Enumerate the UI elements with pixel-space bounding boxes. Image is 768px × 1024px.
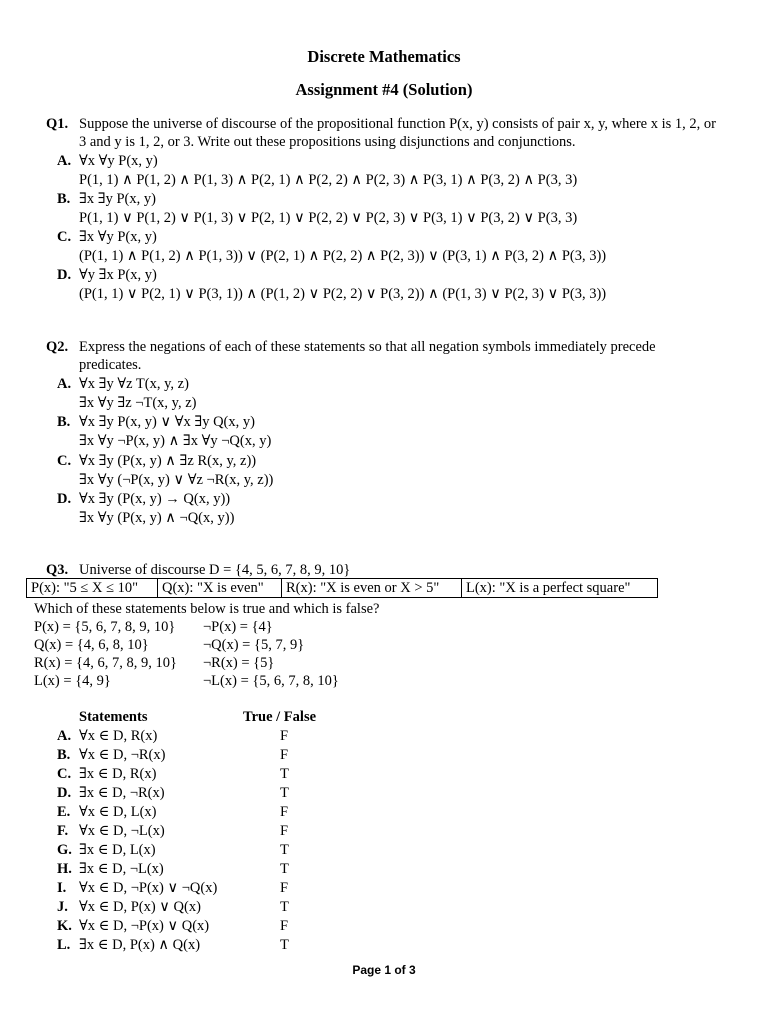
option-answer: (P(1, 1) ∨ P(2, 1) ∨ P(3, 1)) ∧ (P(1, 2) ∨ P(2, 2) ∨ P(3, 2)) ∧ (P(1, 3) ∨ P(2, 3) ∨ P(3, 3)) bbox=[79, 286, 607, 302]
option-label: D. bbox=[57, 491, 72, 507]
option-proposition: ∃x ∃y P(x, y) bbox=[79, 191, 156, 207]
statement-truth-value: T bbox=[280, 899, 289, 915]
option-answer: ∃x ∀y ∃z ¬T(x, y, z) bbox=[79, 395, 197, 411]
predicate-definitions-table bbox=[26, 578, 658, 598]
statement-text: ∀x ∈ D, ¬L(x) bbox=[79, 823, 165, 839]
statement-label: F. bbox=[57, 823, 69, 839]
question-number: Q3. bbox=[46, 562, 69, 578]
statement-truth-value: F bbox=[280, 747, 289, 763]
set-negative: ¬P(x) = {4} bbox=[203, 619, 273, 635]
statement-truth-value: F bbox=[280, 880, 289, 896]
statement-text: ∀x ∈ D, L(x) bbox=[79, 804, 157, 820]
statement-text: ∀x ∈ D, ¬P(x) ∨ ¬Q(x) bbox=[79, 880, 218, 896]
option-label: A. bbox=[57, 376, 72, 392]
statement-label: L. bbox=[57, 937, 71, 953]
option-proposition: ∀x ∃y (P(x, y) → Q(x, y)) bbox=[79, 491, 231, 507]
statement-text: ∃x ∈ D, ¬L(x) bbox=[79, 861, 164, 877]
option-proposition: ∀y ∃x P(x, y) bbox=[79, 267, 157, 283]
statement-truth-value: T bbox=[280, 937, 289, 953]
statement-label: J. bbox=[57, 899, 68, 915]
definition-cell: Q(x): "X is even" bbox=[158, 579, 282, 597]
option-answer: ∃x ∀y (¬P(x, y) ∨ ∀z ¬R(x, y, z)) bbox=[79, 472, 274, 488]
option-answer: P(1, 1) ∨ P(1, 2) ∨ P(1, 3) ∨ P(2, 1) ∨ P(2, 2) ∨ P(2, 3) ∨ P(3, 1) ∨ P(3, 2) ∨ P(3, 3) bbox=[79, 210, 578, 226]
option-answer: ∃x ∀y ¬P(x, y) ∧ ∃x ∀y ¬Q(x, y) bbox=[79, 433, 272, 449]
document-subtitle: Assignment #4 (Solution) bbox=[295, 80, 473, 99]
statement-label: C. bbox=[57, 766, 72, 782]
option-label: B. bbox=[57, 191, 71, 207]
set-positive: R(x) = {4, 6, 7, 8, 9, 10} bbox=[34, 655, 177, 671]
set-negative: ¬R(x) = {5} bbox=[203, 655, 275, 671]
page-number: Page 1 of 3 bbox=[352, 963, 416, 977]
statement-text: ∃x ∈ D, R(x) bbox=[79, 766, 157, 782]
statement-label: D. bbox=[57, 785, 72, 801]
true-false-header: True / False bbox=[243, 709, 317, 725]
statements-header: Statements bbox=[79, 709, 148, 725]
set-positive: Q(x) = {4, 6, 8, 10} bbox=[34, 637, 149, 653]
question-text: 3 and y is 1, 2, or 3. Write out these propositions using disjunctions and conjunctions. bbox=[79, 134, 576, 150]
option-proposition: ∀x ∃y P(x, y) ∨ ∀x ∃y Q(x, y) bbox=[79, 414, 255, 430]
statement-truth-value: F bbox=[280, 823, 289, 839]
statement-label: I. bbox=[57, 880, 67, 896]
statement-truth-value: F bbox=[280, 918, 289, 934]
statement-label: B. bbox=[57, 747, 71, 763]
option-proposition: ∃x ∀y P(x, y) bbox=[79, 229, 157, 245]
option-proposition: ∀x ∀y P(x, y) bbox=[79, 153, 158, 169]
set-positive: L(x) = {4, 9} bbox=[34, 673, 111, 689]
statement-text: ∀x ∈ D, ¬P(x) ∨ Q(x) bbox=[79, 918, 210, 934]
option-label: C. bbox=[57, 229, 72, 245]
document-title: Discrete Mathematics bbox=[307, 47, 461, 66]
option-label: B. bbox=[57, 414, 71, 430]
statement-truth-value: T bbox=[280, 842, 289, 858]
option-label: A. bbox=[57, 153, 72, 169]
question-text: Which of these statements below is true and which is false? bbox=[34, 601, 380, 617]
statement-label: K. bbox=[57, 918, 72, 934]
statement-label: H. bbox=[57, 861, 72, 877]
universe-of-discourse: Universe of discourse D = {4, 5, 6, 7, 8, 9, 10} bbox=[79, 562, 351, 578]
question-text: Suppose the universe of discourse of the propositional function P(x, y) consists of pair x, y, where x is 1, 2, or bbox=[79, 116, 716, 132]
statement-text: ∃x ∈ D, L(x) bbox=[79, 842, 156, 858]
option-proposition: ∀x ∃y ∀z T(x, y, z) bbox=[79, 376, 189, 392]
statement-text: ∀x ∈ D, R(x) bbox=[79, 728, 158, 744]
statement-label: G. bbox=[57, 842, 72, 858]
option-answer: (P(1, 1) ∧ P(1, 2) ∧ P(1, 3)) ∨ (P(2, 1) ∧ P(2, 2) ∧ P(2, 3)) ∨ (P(3, 1) ∧ P(3, 2) ∧ P(3, 3)) bbox=[79, 248, 607, 264]
statement-truth-value: T bbox=[280, 785, 289, 801]
option-answer: P(1, 1) ∧ P(1, 2) ∧ P(1, 3) ∧ P(2, 1) ∧ P(2, 2) ∧ P(2, 3) ∧ P(3, 1) ∧ P(3, 2) ∧ P(3, 3) bbox=[79, 172, 578, 188]
statement-text: ∃x ∈ D, ¬R(x) bbox=[79, 785, 165, 801]
statement-truth-value: T bbox=[280, 766, 289, 782]
option-label: D. bbox=[57, 267, 72, 283]
statement-label: A. bbox=[57, 728, 72, 744]
question-number: Q2. bbox=[46, 339, 69, 355]
set-negative: ¬Q(x) = {5, 7, 9} bbox=[203, 637, 305, 653]
question-text: Express the negations of each of these statements so that all negation symbols immediately precede bbox=[79, 339, 656, 355]
question-text: predicates. bbox=[79, 357, 142, 373]
statement-text: ∀x ∈ D, ¬R(x) bbox=[79, 747, 166, 763]
statement-text: ∀x ∈ D, P(x) ∨ Q(x) bbox=[79, 899, 201, 915]
definition-cell: R(x): "X is even or X > 5" bbox=[282, 579, 462, 597]
definition-cell: P(x): "5 ≤ X ≤ 10" bbox=[27, 579, 158, 597]
option-proposition: ∀x ∃y (P(x, y) ∧ ∃z R(x, y, z)) bbox=[79, 453, 257, 469]
set-positive: P(x) = {5, 6, 7, 8, 9, 10} bbox=[34, 619, 176, 635]
definition-cell: L(x): "X is a perfect square" bbox=[466, 580, 631, 596]
set-negative: ¬L(x) = {5, 6, 7, 8, 10} bbox=[203, 673, 339, 689]
option-answer: ∃x ∀y (P(x, y) ∧ ¬Q(x, y)) bbox=[79, 510, 235, 526]
question-number: Q1. bbox=[46, 116, 69, 132]
statement-label: E. bbox=[57, 804, 71, 820]
statement-text: ∃x ∈ D, P(x) ∧ Q(x) bbox=[79, 937, 201, 953]
statement-truth-value: T bbox=[280, 861, 289, 877]
statement-truth-value: F bbox=[280, 804, 289, 820]
statement-truth-value: F bbox=[280, 728, 289, 744]
option-label: C. bbox=[57, 453, 72, 469]
